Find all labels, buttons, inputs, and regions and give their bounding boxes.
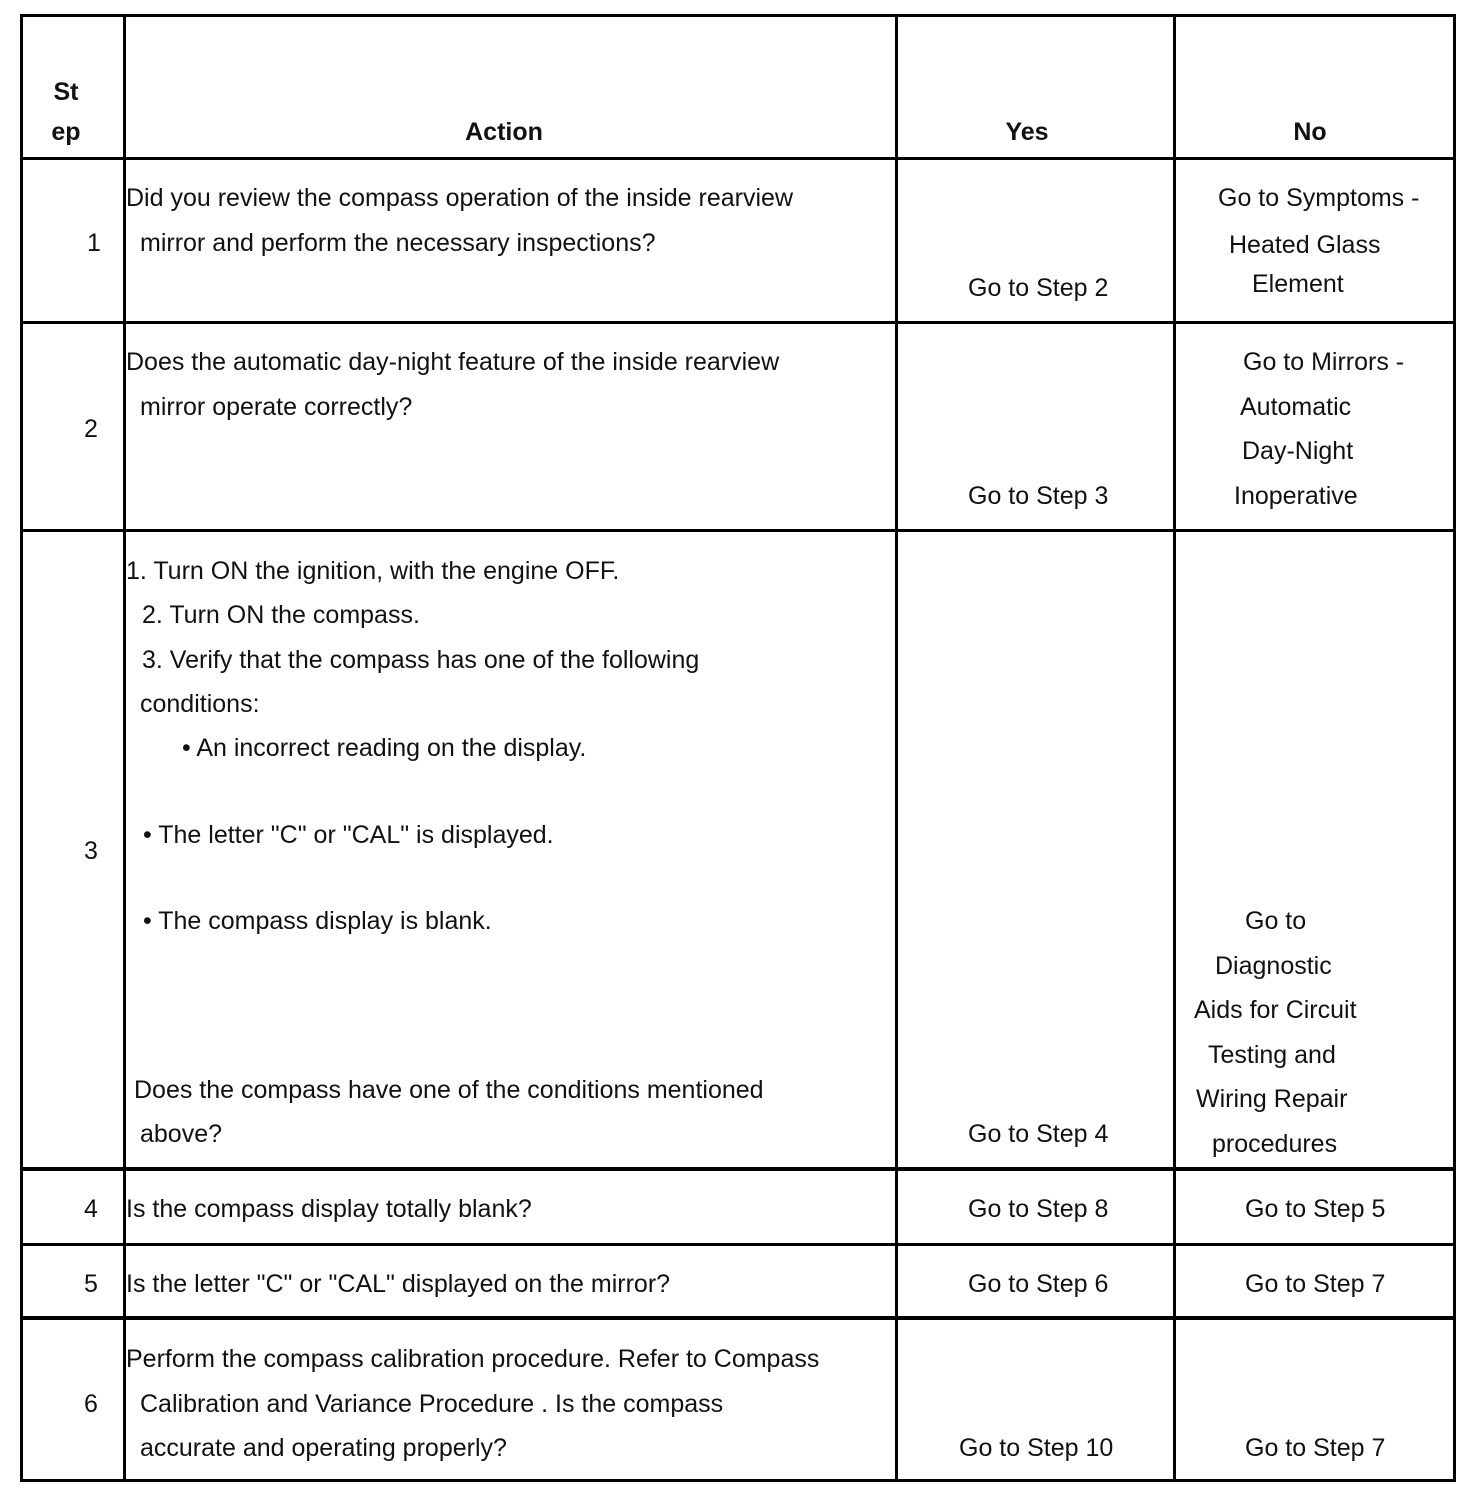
action-text: 3. Verify that the compass has one of the following: [142, 646, 700, 674]
header-action: Action: [465, 118, 543, 146]
row-divider: [23, 1243, 1453, 1246]
row-divider: [23, 1316, 1453, 1320]
no-cell: Testing and: [1208, 1041, 1336, 1069]
action-text: mirror and perform the necessary inspections?: [140, 229, 656, 257]
action-text: Is the compass display totally blank?: [126, 1195, 532, 1223]
step-number: 3: [84, 837, 98, 865]
no-cell: Go to: [1245, 907, 1307, 935]
no-cell: Wiring Repair: [1196, 1085, 1348, 1113]
header-step-line1: St: [53, 78, 79, 106]
column-divider: [895, 17, 898, 1479]
no-cell: Go to Mirrors -: [1243, 348, 1405, 376]
header-no: No: [1293, 118, 1327, 146]
header-yes: Yes: [1005, 118, 1049, 146]
action-text: Does the compass have one of the conditions mentioned: [134, 1076, 764, 1104]
action-text: Calibration and Variance Procedure . Is the compass: [140, 1390, 724, 1418]
action-text: 2. Turn ON the compass.: [142, 601, 420, 629]
action-text: Is the letter "C" or "CAL" displayed on the mirror?: [126, 1270, 671, 1298]
yes-cell: Go to Step 4: [968, 1120, 1109, 1148]
action-text: accurate and operating properly?: [140, 1434, 507, 1462]
step-number: 4: [84, 1195, 98, 1223]
column-divider: [1173, 17, 1176, 1479]
no-cell: Go to Step 7: [1245, 1270, 1386, 1298]
action-text: Perform the compass calibration procedure. Refer to Compass: [126, 1345, 820, 1373]
step-number: 5: [84, 1270, 98, 1298]
row-divider: [23, 157, 1453, 160]
action-text: Did you review the compass operation of the inside rearview: [126, 184, 794, 212]
step-number: 1: [87, 229, 101, 257]
yes-cell: Go to Step 3: [968, 482, 1109, 510]
diagnostic-table: [20, 14, 1456, 1482]
row-divider: [23, 529, 1453, 532]
no-cell: Aids for Circuit: [1194, 996, 1357, 1024]
yes-cell: Go to Step 6: [968, 1270, 1109, 1298]
action-text: 1. Turn ON the ignition, with the engine OFF.: [126, 557, 620, 585]
column-divider: [123, 17, 126, 1479]
yes-cell: Go to Step 8: [968, 1195, 1109, 1223]
row-divider: [23, 1167, 1453, 1171]
no-cell: Automatic: [1240, 393, 1352, 421]
step-number: 2: [84, 415, 98, 443]
yes-cell: Go to Step 10: [959, 1434, 1114, 1462]
no-cell: procedures: [1212, 1130, 1338, 1158]
no-cell: Diagnostic: [1215, 952, 1332, 980]
action-text: • An incorrect reading on the display.: [182, 734, 587, 762]
row-divider: [23, 321, 1453, 324]
no-cell: Go to Step 7: [1245, 1434, 1386, 1462]
header-step-line2: ep: [51, 118, 81, 146]
action-text: above?: [140, 1120, 223, 1148]
action-text: conditions:: [140, 690, 260, 718]
yes-cell: Go to Step 2: [968, 274, 1109, 302]
step-number: 6: [84, 1390, 98, 1418]
no-cell: Go to Step 5: [1245, 1195, 1386, 1223]
action-text: • The compass display is blank.: [143, 907, 492, 935]
action-text: • The letter "C" or "CAL" is displayed.: [143, 821, 554, 849]
no-cell: Heated Glass: [1229, 231, 1381, 259]
action-text: Does the automatic day-night feature of the inside rearview: [126, 348, 780, 376]
no-cell: Day-Night: [1242, 437, 1354, 465]
no-cell: Inoperative: [1234, 482, 1358, 510]
no-cell: Go to Symptoms -: [1218, 184, 1420, 212]
action-text: mirror operate correctly?: [140, 393, 413, 421]
no-cell: Element: [1252, 270, 1344, 298]
